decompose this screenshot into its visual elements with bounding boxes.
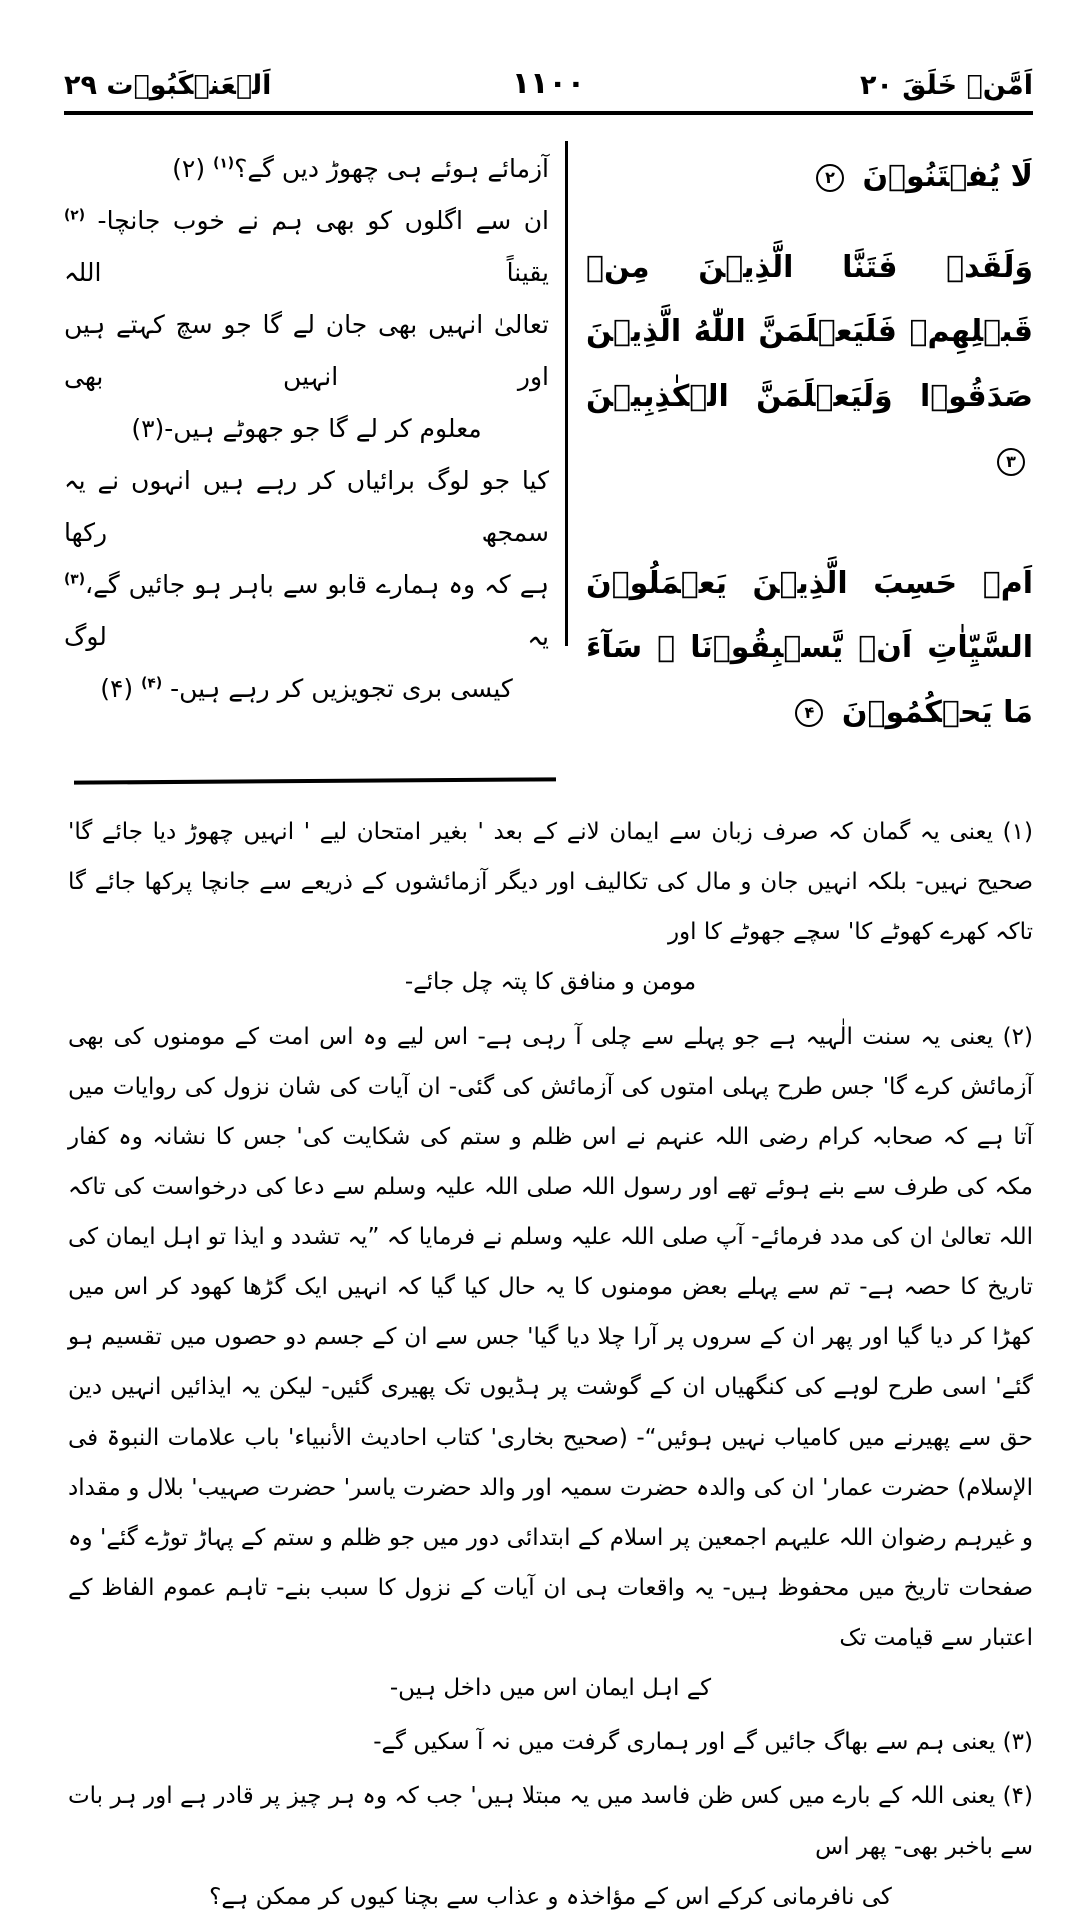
footnote-marker: (۲) [64,207,85,224]
footnote-text: (۴) یعنی اللہ کے بارے میں کس ظن فاسد میں یہ مبتلا ہیں' جب کہ وہ ہر چیز پر قادر ہے اور ہر بات سے باخبر بھی- پھر اس [68,1783,1033,1860]
quran-verse [586,145,1033,210]
page-number: ۱۱۰۰ [511,66,586,101]
footnote-1 [68,807,1033,1008]
main-content [64,141,1033,745]
translation-line [64,195,549,299]
quran-verse [586,552,1033,746]
ayah-number-badge: ۲ [816,164,844,192]
footnote-3 [68,1717,1033,1767]
verse-text: اَمۡ حَسِبَ الَّذِيۡنَ يَعۡمَلُوۡنَ السَّيِّاٰتِ اَنۡ يَّسۡبِقُوۡنَا ۚ سَآءَ مَا يَحۡكُمُوۡنَ [586,565,1033,730]
footnotes-section [64,807,1033,1922]
footnote-marker: (۳) [64,571,85,588]
quran-verse [586,236,1033,494]
page-header [64,66,1033,115]
juz-title: اَمَّنۡ خَلَقَ ۲۰ [859,70,1033,101]
translation-line [64,299,549,403]
verse-text: وَلَقَدۡ فَتَنَّا الَّذِيۡنَ مِنۡ قَبۡلِهِمۡ فَلَيَعۡلَمَنَّ اللّٰهُ الَّذِيۡنَ صَدَقُوۡا وَلَيَعۡلَمَنَّ الۡكٰذِبِيۡنَ [586,249,1033,414]
footnote-2 [68,1012,1033,1714]
quran-column [568,141,1033,745]
translation-line [64,663,549,715]
footnote-tail: کے اہل ایمان اس میں داخل ہیں- [389,1675,712,1702]
footnote-text: (۱) یعنی یہ گمان کہ صرف زبان سے ایمان لانے کے بعد ' بغیر امتحان لیے ' انہیں چھوڑ دیا جائے گا' صحیح نہیں- بلکہ انہیں جان و مال کی تکالیف اور دیگر آزمائشوں کے ذریعے سے جانچا پرکھا جائے گا تاکہ کھرے کھوٹے کا' سچے جھوٹے کا اور [68,819,1033,946]
translation-text: ہے کہ وہ ہمارے قابو سے باہر ہو جائیں گے، [85,570,549,599]
verse-number-text: (۲) [172,154,214,183]
translation-text: یقیناً اللہ [64,258,549,287]
ayah-number-badge: ۴ [795,699,823,727]
ayah-number-badge: ۳ [997,448,1025,476]
footnote-text: (۲) یعنی یہ سنت الٰہیہ ہے جو پہلے سے چلی آ رہی ہے- اس لیے وہ اس امت کے مومنوں کی بھی آزمائش کرے گا' جس طرح پہلی امتوں کی آزمائش کی گئی- ان آیات کی شان نزول کی روایات میں آتا ہے کہ صحابہ کرام رضی اللہ عنہم نے اس ظلم و ستم کی شکایت کی' جس کا نشانہ وہ کفار مکہ کی طرف سے بنے ہوئے تھے اور رسول اللہ صلی اللہ علیہ وسلم سے دعا کی درخواست کی تاکہ اللہ تعالیٰ ان کی مدد فرمائے- آپ صلی اللہ علیہ وسلم نے فرمایا کہ ”یہ تشدد و ایذا تو اہل ایمان کی تاریخ کا حصہ ہے- تم سے پہلے بعض مومنوں کا یہ حال کیا گیا کہ انہیں ایک گڑھا کھود کر اس میں کھڑا کر دیا گیا اور پھر ان کے سروں پر آرا چلا دیا گیا' جس سے ان کے جسم دو حصوں میں تقسیم ہو گئے' اسی طرح لوہے کی کنگھیاں ان کے گوشت پر ہڈیوں تک پھیری گئیں- لیکن یہ ایذائیں انہیں دین حق سے پھیرنے میں کامیاب نہیں ہوئیں“- (صحیح بخاری' کتاب احادیث الأنبیاء' باب علامات النبوۃ فی الإسلام) حضرت عمار' ان کی والدہ حضرت سمیہ اور والد حضرت یاسر' حضرت صہیب' بلال و مقداد و غیرہم رضوان اللہ علیہم اجمعین پر اسلام کے ابتدائی دور میں جو ظلم و ستم کے پہاڑ توڑے گئے' وہ صفحات تاریخ میں محفوظ ہیں- یہ واقعات ہی ان آیات کے نزول کا سبب بنے- تاہم عموم الفاظ کے اعتبار سے قیامت تک [68,1023,1034,1651]
footnote-text: (۳) یعنی ہم سے بھاگ جائیں گے اور ہماری گرفت میں نہ آ سکیں گے- [373,1729,1033,1756]
surah-title: اَلۡعَنۡكَبُوۡت ۲۹ [64,70,272,101]
translation-text: تعالیٰ انہیں بھی جان لے گا جو سچ کہتے ہیں اور انہیں بھی [64,310,549,391]
footnote-marker: (۴) [141,675,163,692]
footnote-tail: مومن و منافق کا پتہ چل جائے- [404,969,697,996]
footnote-tail: کی نافرمانی کرکے اس کے مؤاخذہ و عذاب سے بچنا کیوں کر ممکن ہے؟ [209,1883,892,1910]
translation-text: ان سے اگلوں کو بھی ہم نے خوب جانچا- [85,206,549,235]
translation-line [64,559,549,663]
translation-text: یہ لوگ [64,622,549,651]
translation-line [64,455,549,559]
translation-text: کیسی بری تجویزیں کر رہے ہیں- [162,674,513,703]
translation-column [64,141,565,745]
verse-number-text: (۴) [100,674,142,703]
translation-text: معلوم کر لے گا جو جھوٹے ہیں-(۳) [131,414,482,443]
footnote-divider-rule [74,777,556,784]
column-divider-rule [565,141,568,646]
footnote-marker: (۱) [213,155,235,172]
translation-text: آزمائے ہوئے ہی چھوڑ دیں گے؟ [234,154,549,183]
translation-text: کیا جو لوگ برائیاں کر رہے ہیں انہوں نے یہ سمجھ رکھا [64,466,549,547]
translation-line [64,403,549,455]
footnote-4 [68,1771,1033,1921]
translation-line [64,143,549,195]
verse-text: لَا يُفۡتَنُوۡنَ [862,159,1033,194]
